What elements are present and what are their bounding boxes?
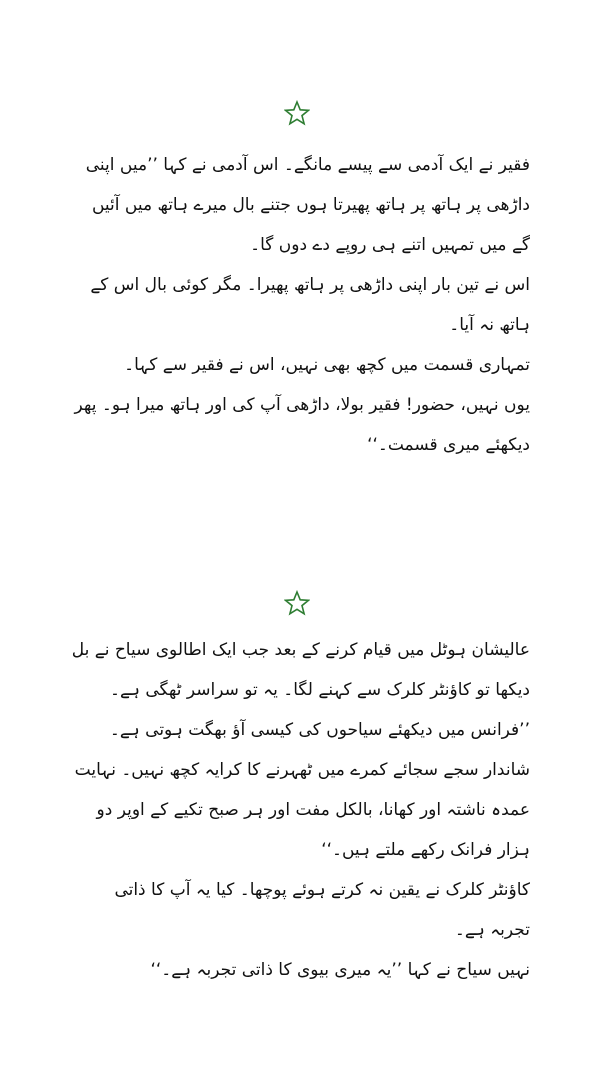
story-joke-beggar — [70, 145, 530, 465]
star-ornament — [0, 100, 594, 131]
story-paragraph: فقیر نے ایک آدمی سے پیسے مانگے۔ اس آدمی نے کہا ’’میں اپنی داڑھی پر ہاتھ پر ہاتھ پھیرتا ہوں جتنے بال میرے ہاتھ میں آئیں گے میں تمہیں اتنے ہی روپے دے دوں گا۔ — [85, 155, 530, 255]
star-ornament — [0, 590, 594, 621]
story-paragraph: یوں نہیں، حضور! فقیر بولا، داڑھی آپ کی اور ہاتھ میرا ہو۔ پھر دیکھئے میری قسمت۔‘‘ — [74, 395, 530, 455]
star-icon — [284, 590, 310, 616]
story-paragraph: کاؤنٹر کلرک نے یقین نہ کرتے ہوئے پوچھا۔ کیا یہ آپ کا ذاتی تجربہ ہے۔ — [114, 880, 530, 940]
story-joke-tourist — [70, 630, 530, 990]
story-paragraph: نہیں سیاح نے کہا ’’یہ میری بیوی کا ذاتی تجربہ ہے۔‘‘ — [150, 960, 530, 980]
story-paragraph: عالیشان ہوٹل میں قیام کرنے کے بعد جب ایک اطالوی سیاح نے بل دیکھا تو کاؤنٹر کلرک سے کہنے لگا۔ یہ تو سراسر ٹھگی ہے۔ ’’فرانس میں دیکھئے سیاحوں کی کیسی آؤ بھگت ہوتی ہے۔ شاندار سجے سجائے کمرے میں ٹھہرنے کا کرایہ کچھ نہیں۔ نہایت عمدہ ناشتہ اور کھانا، بالکل مفت اور ہر صبح تکیے کے اوپر دو ہزار فرانک رکھے ملتے ہیں۔‘‘ — [71, 640, 530, 860]
story-paragraph: تمہاری قسمت میں کچھ بھی نہیں، اس نے فقیر سے کہا۔ — [124, 355, 530, 375]
star-icon — [284, 100, 310, 126]
story-paragraph: اس نے تین بار اپنی داڑھی پر ہاتھ پھیرا۔ مگر کوئی بال اس کے ہاتھ نہ آیا۔ — [90, 275, 530, 335]
